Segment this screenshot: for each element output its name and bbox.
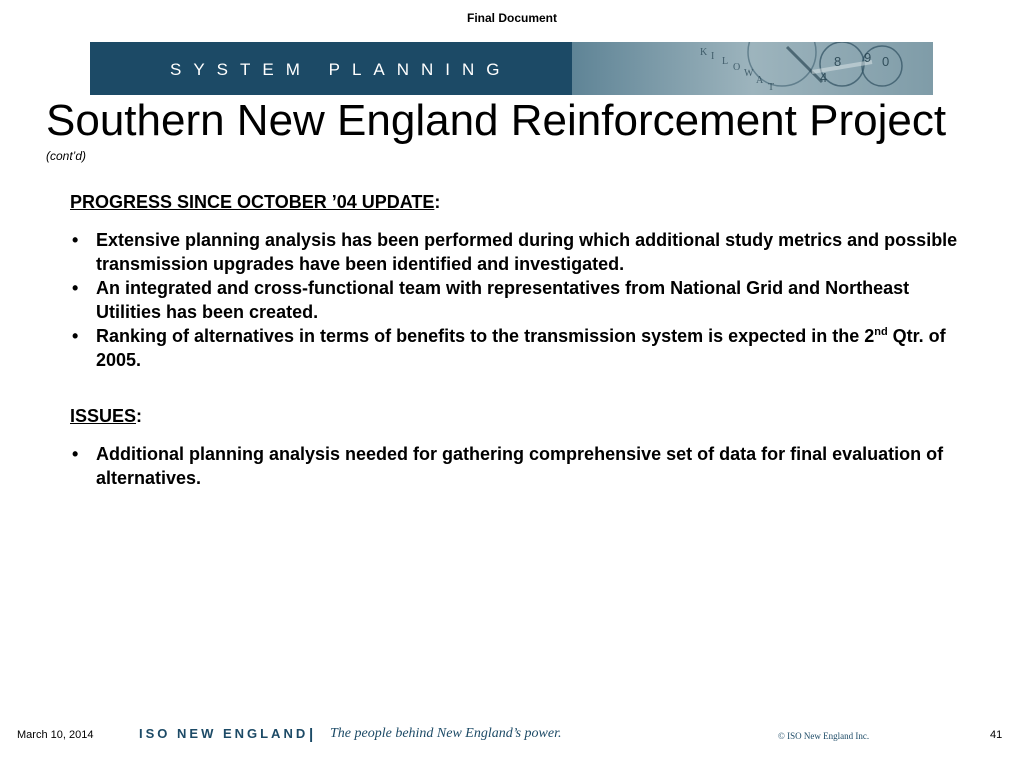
- banner-art-digit: 4: [820, 70, 828, 85]
- list-item-text: [96, 326, 946, 370]
- page-number: 41: [990, 729, 1003, 741]
- bullet-glyph: •: [72, 444, 79, 464]
- list-item-text-part: Qtr. of 2005.: [96, 326, 946, 370]
- kilowatt-meter-image: [572, 42, 933, 95]
- list-item: [70, 276, 970, 324]
- banner-art-letter: L: [722, 56, 729, 67]
- footer-date: March 10, 2014: [17, 729, 94, 741]
- banner-art-letter: O: [733, 62, 741, 73]
- issues-list: [70, 442, 970, 490]
- document-status-label: Final Document: [466, 11, 557, 25]
- list-item-text: Additional planning analysis needed for gathering comprehensive set of data for final evaluation of alternatives.: [96, 444, 944, 488]
- slide-body: [70, 190, 970, 490]
- list-item-text-part: Ranking of alternatives in terms of benefits to the transmission system is expected in the 2: [96, 326, 875, 346]
- banner-art-letter: T: [768, 82, 775, 93]
- system-planning-banner: [90, 42, 933, 95]
- progress-heading-text: PROGRESS SINCE OCTOBER ’04 UPDATE: [70, 192, 435, 212]
- list-item: [70, 324, 970, 372]
- bullet-glyph: •: [72, 230, 79, 250]
- list-item: [70, 442, 970, 490]
- iso-new-england-logo: ISO NEW ENGLAND: [139, 726, 309, 741]
- issues-heading: [70, 404, 970, 428]
- banner-art-digit: 8: [834, 54, 842, 69]
- list-item-text: Extensive planning analysis has been performed during which additional study metrics and possible transmission upgrades have been identified and investigated.: [96, 230, 958, 274]
- issues-heading-text: ISSUES: [70, 406, 137, 426]
- bullet-glyph: •: [72, 326, 79, 346]
- banner-art-letter: K: [700, 47, 708, 58]
- list-item: [70, 228, 970, 276]
- progress-list: [70, 228, 970, 372]
- banner-art-digit: 0: [882, 54, 890, 69]
- progress-heading: [70, 190, 970, 214]
- banner-art-letter: W: [744, 68, 754, 79]
- banner-art-digit: 9: [864, 50, 872, 65]
- footer-tagline: The people behind New England’s power.: [330, 726, 562, 741]
- ordinal-suffix: nd: [874, 326, 888, 338]
- progress-heading-colon: :: [434, 192, 441, 212]
- bullet-glyph: •: [72, 278, 79, 298]
- banner-art-letter: I: [711, 51, 715, 62]
- list-item-text: An integrated and cross-functional team with representatives from National Grid and Northeast Utilities has been created.: [96, 278, 910, 322]
- footer-separator: |: [309, 726, 314, 743]
- issues-heading-colon: :: [136, 406, 143, 426]
- footer-copyright: © ISO New England Inc.: [778, 731, 870, 741]
- banner-art-letter: A: [756, 75, 764, 86]
- page-title: Southern New England Reinforcement Project: [46, 96, 947, 145]
- banner-title: SYSTEM PLANNING: [170, 60, 512, 79]
- page-subtitle: (cont’d): [46, 149, 87, 163]
